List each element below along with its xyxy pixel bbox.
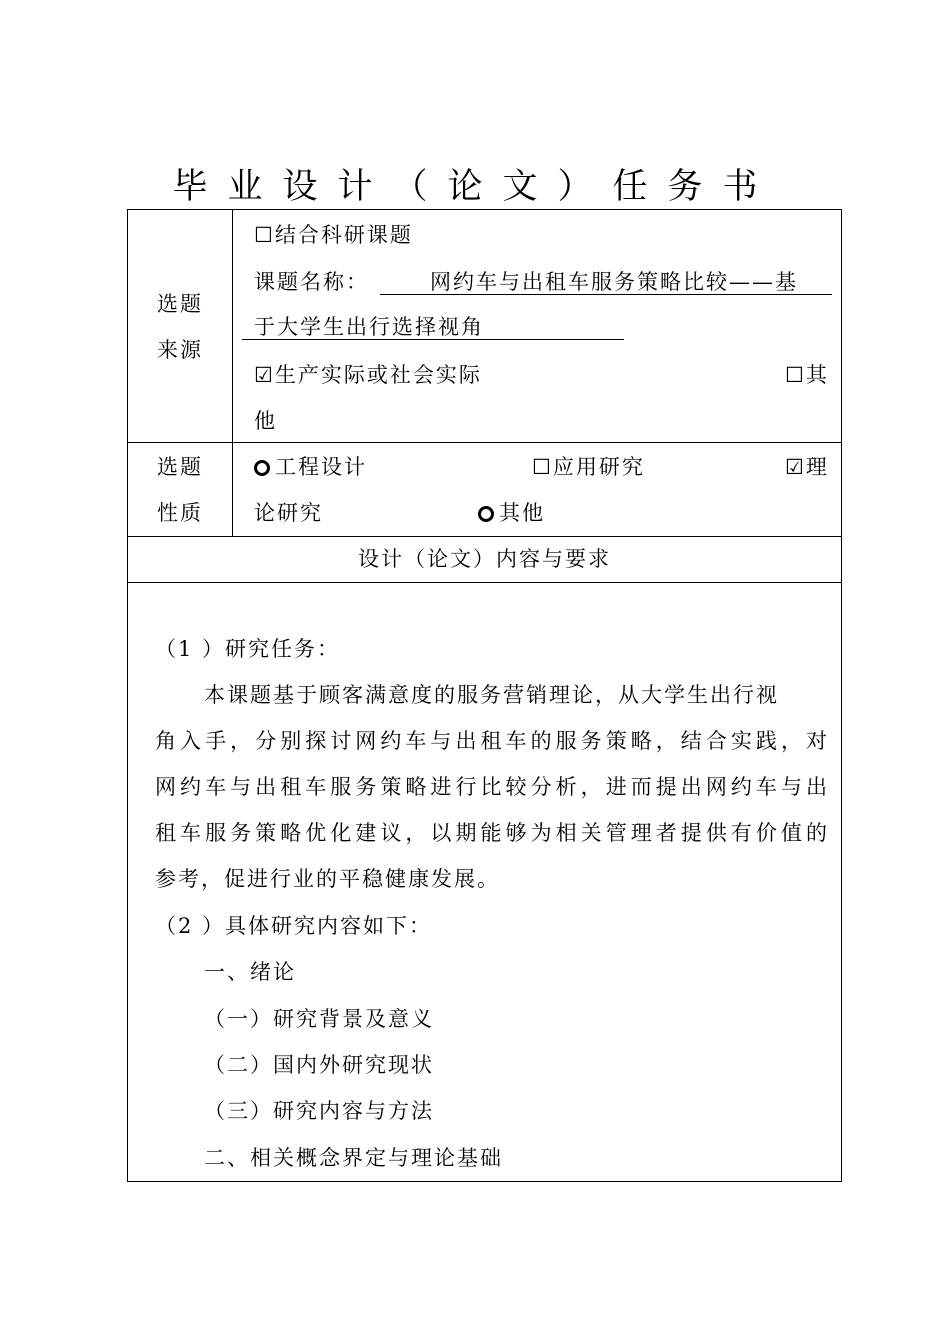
source-label-line2: 来源 [157,338,203,362]
row-divider-nature [128,536,841,537]
option-other-checkbox[interactable]: ☐其 [785,363,829,387]
row-divider-source [128,442,841,443]
outline-item: 一、绪论 [204,960,296,984]
content-header: 设计（论文）内容与要求 [358,547,611,571]
topic-label: 课题名称： [254,270,369,294]
option-nature-other-radio[interactable] [478,498,545,528]
topic-underline-1 [380,294,832,295]
outline-item: （二）国内外研究现状 [204,1053,434,1077]
topic-title-line2: 于大学生出行选择视角 [254,315,484,339]
task-line-1: 本课题基于顾客满意度的服务营销理论，从大学生出行视 [204,683,779,707]
option-theory-label-wrap: 论研究 [254,501,323,525]
topic-underline-2 [242,339,624,340]
task-line-4: 租车服务策略优化建议，以期能够为相关管理者提供有价值的 [155,821,829,845]
topic-title-line1: 网约车与出租车服务策略比较——基 [430,270,798,294]
option-research-checkbox[interactable]: ☐结合科研课题 [254,223,413,247]
nature-label-line2: 性质 [157,501,203,525]
task-line-5: 参考，促进行业的平稳健康发展。 [155,867,500,891]
option-applied-checkbox[interactable]: ☐应用研究 [532,455,645,479]
nature-label-line1: 选题 [157,455,203,479]
radio-selected-icon [254,460,270,476]
task-line-2: 角入手，分别探讨网约车与出租车的服务策略，结合实践，对 [155,729,829,753]
document-title: 毕业设计（论文）任务书 [172,167,778,207]
column-divider [232,210,233,536]
outline-item: （一）研究背景及意义 [204,1007,434,1031]
option-engineering-radio[interactable] [254,452,367,482]
source-label-line1: 选题 [157,292,203,316]
task-line-3: 网约车与出租车服务策略进行比较分析，进而提出网约车与出 [155,775,829,799]
task-heading: （1 ）研究任务： [155,637,341,661]
radio-selected-icon [478,506,494,522]
outline-item: （三）研究内容与方法 [204,1099,434,1123]
option-practice-checkbox[interactable]: ☑生产实际或社会实际 [254,363,482,387]
outline-item: 二、相关概念界定与理论基础 [204,1146,503,1170]
detail-heading: （2 ）具体研究内容如下： [155,914,433,938]
task-table [127,209,842,1182]
option-other-label-wrap: 他 [254,409,277,433]
option-nature-other-label: 其他 [499,501,545,525]
option-theory-checkbox[interactable]: ☑理 [785,455,829,479]
option-engineering-label: 工程设计 [275,455,367,479]
row-divider-header [128,582,841,583]
